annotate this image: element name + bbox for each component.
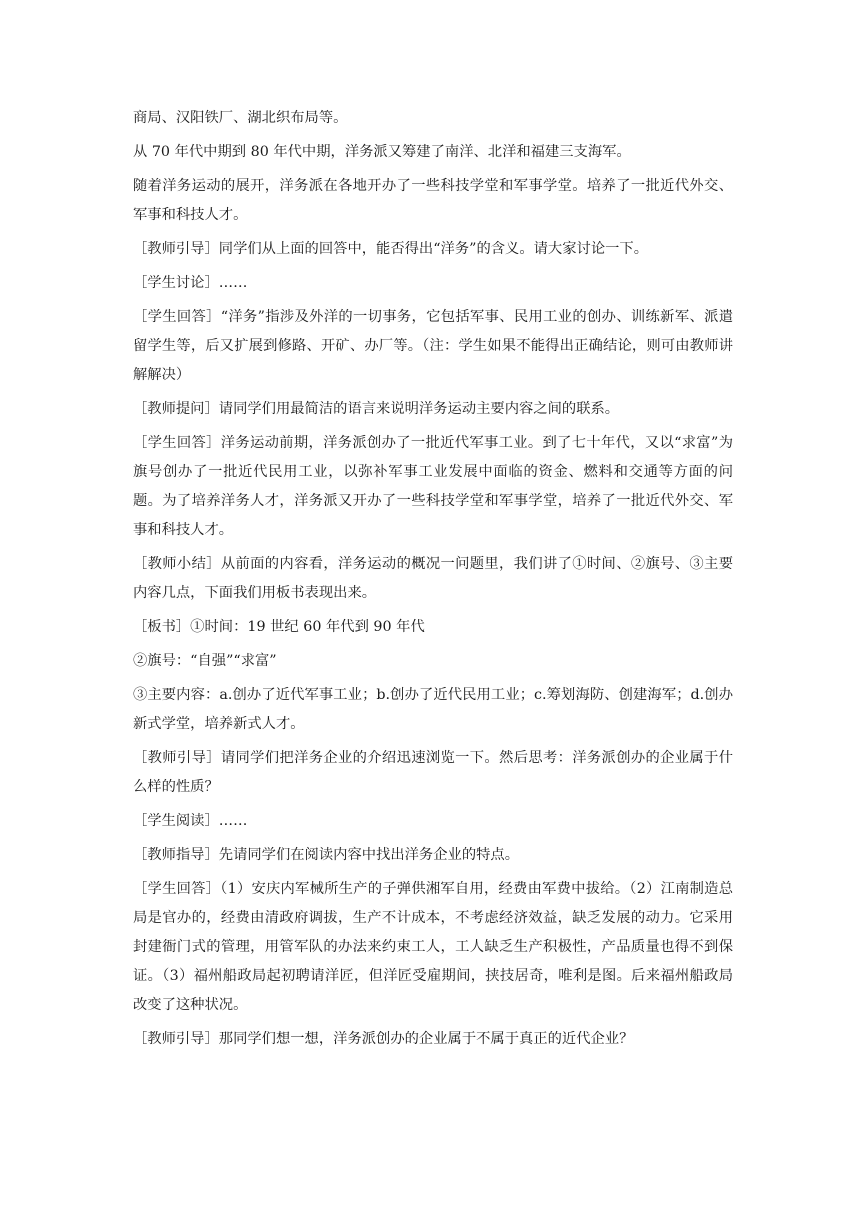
- paragraph-student-answer-2: ［学生回答］洋务运动前期，洋务派创办了一批近代军事工业。到了七十年代，又以“求富”为旗号创办了一批近代民用工业，以弥补军事工业发展中面临的资金、燃料和交通等方面的问题。为了培养洋务人才，洋务派又开办了一些科技学堂和军事学堂，培养了一批近代外交、军事和科技人才。: [133, 435, 733, 538]
- paragraph-navy: 从 70 年代中期到 80 年代中期，洋务派又筹建了南洋、北洋和福建三支海军。: [133, 144, 631, 160]
- paragraph-teacher-instruction: ［教师指导］先请同学们在阅读内容中找出洋务企业的特点。: [133, 847, 520, 863]
- paragraph-teacher-guide-3: ［教师引导］那同学们想一想，洋务派创办的企业属于不属于真正的近代企业？: [133, 1031, 634, 1047]
- paragraph-board-time: ［板书］①时间：19 世纪 60 年代到 90 年代: [133, 619, 425, 635]
- paragraph-board-content: ③主要内容：a.创办了近代军事工业；b.创办了近代民用工业；c.筹划海防、创建海军；d.创办新式学堂，培养新式人才。: [133, 687, 733, 732]
- paragraph-student-discussion: ［学生讨论］……: [133, 275, 248, 291]
- paragraph-teacher-summary: ［教师小结］从前面的内容看，洋务运动的概况一问题里，我们讲了①时间、②旗号、③主要内容几点，下面我们用板书表现出来。: [133, 556, 733, 601]
- paragraph-teacher-guide-1: ［教师引导］同学们从上面的回答中，能否得出“洋务”的含义。请大家讨论一下。: [133, 241, 649, 257]
- document-body: [133, 104, 733, 1059]
- paragraph-student-answer-1: ［学生回答］“洋务”指涉及外洋的一切事务，它包括军事、民用工业的创办、训练新军、派遣留学生等，后又扩展到修路、开矿、办厂等。（注：学生如果不能得出正确结论，则可由教师讲解解决）: [133, 309, 733, 383]
- paragraph-board-slogan: ②旗号：“自强”“求富”: [133, 653, 277, 669]
- paragraph-schools: 随着洋务运动的展开，洋务派在各地开办了一些科技学堂和军事学堂。培养了一批近代外交、军事和科技人才。: [133, 178, 733, 223]
- paragraph-student-reading: ［学生阅读］……: [133, 813, 248, 829]
- paragraph-enterprise-list-end: 商局、汉阳铁厂、湖北织布局等。: [133, 110, 348, 126]
- paragraph-teacher-guide-2: ［教师引导］请同学们把洋务企业的介绍迅速浏览一下。然后思考：洋务派创办的企业属于什么样的性质？: [133, 750, 733, 795]
- paragraph-teacher-question: ［教师提问］请同学们用最简洁的语言来说明洋务运动主要内容之间的联系。: [133, 401, 620, 417]
- paragraph-student-answer-3: ［学生回答］（1）安庆内军械所生产的子弹供湘军自用，经费由军费中拔给。（2）江南制造总局是官办的，经费由清政府调拔，生产不计成本，不考虑经济效益，缺乏发展的动力。它采用封建衙门式的管理，用管军队的办法来约束工人，工人缺乏生产积极性，产品质量也得不到保证。（3）福州船政局起初聘请洋匠，但洋匠受雇期间，挟技居奇，唯利是图。后来福州船政局改变了这种状况。: [133, 881, 733, 1013]
